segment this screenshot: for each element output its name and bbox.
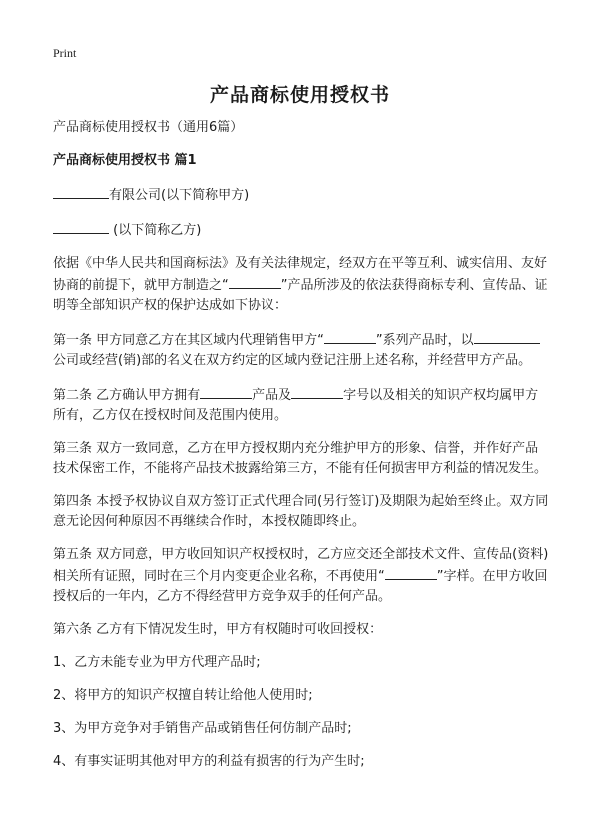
document-body [53, 118, 550, 785]
intro-text-1: 依据《中华人民共和国商标法》及有关法律规定，经双方在平等互利、诚实信用、友好协商的前提下，就甲方制造之“ [53, 256, 548, 293]
article-5-text-2: ”字样。在甲方收回授权后的一年内，乙方不得经营甲方竞争双手的任何产品。 [53, 569, 548, 604]
list-item: 1、乙方未能专业为甲方代理产品时; [53, 655, 261, 670]
print-label: Print [53, 46, 77, 60]
list-item: 4、有事实证明其他对甲方的利益有损害的行为产生时; [53, 754, 365, 769]
blank-line [53, 219, 109, 234]
party-a-text: 有限公司(以下简称甲方) [109, 188, 250, 203]
list-item: 2、将甲方的知识产权擅自转让给他人使用时; [53, 688, 313, 703]
article-2-text-3: 字号以及相关的知识产权均属甲方所有，乙方仅在授权时间及范围内使用。 [53, 388, 539, 423]
article-5 [53, 545, 550, 607]
article-4: 第四条 本授予权协议自双方签订正式代理合同(另行签订)及期限为起始至终止。双方同意无论因何种原因不再继续合作时，本授权随即终止。 [53, 494, 549, 529]
party-a-line [53, 184, 550, 206]
article-2 [53, 384, 550, 426]
blank-line [385, 565, 437, 580]
party-b-text: (以下简称乙方) [109, 223, 202, 238]
article-2-text-1: 第二条 乙方确认甲方拥有 [53, 388, 201, 403]
article-3: 第三条 双方一致同意，乙方在甲方授权期内充分维护甲方的形象、信誉，并作好产品技术保密工作，不能将产品技术披露给第三方，不能有任何损害甲方利益的情况发生。 [53, 441, 548, 476]
party-b-line [53, 219, 550, 241]
intro-text-2: ”产品所涉及的依法获得商标专利、宣传品、证明等全部知识产权的保护达成如下协议： [53, 278, 548, 313]
article-1-text-3: 公司或经营(销)部的名义在双方约定的区域内登记注册上述名称，并经营甲方产品。 [53, 353, 532, 368]
blank-line [229, 274, 281, 289]
article-6: 第六条 乙方有下情况发生时，甲方有权随时可收回授权： [53, 622, 383, 637]
article-5-text-1: 第五条 双方同意，甲方收回知识产权授权时，乙方应交还全部技术文件、宣传品(资料)相关所有证照，同时在三个月内变更企业名称，不再使用“ [53, 547, 549, 584]
blank-line [324, 329, 376, 344]
article-1-text-2: ”系列产品时，以 [375, 333, 474, 348]
blank-line [291, 384, 343, 399]
blank-line [53, 184, 109, 199]
article-2-text-2: 产品及 [252, 388, 292, 403]
section-title: 产品商标使用授权书 篇1 [53, 153, 197, 168]
blank-line [200, 384, 252, 399]
article-1-text-1: 第一条 甲方同意乙方在其区域内代理销售甲方“ [53, 333, 324, 348]
document-title: 产品商标使用授权书 [209, 84, 390, 106]
intro-paragraph [53, 254, 550, 316]
blank-line [474, 329, 540, 344]
list-item: 3、为甲方竞争对手销售产品或销售任何仿制产品时; [53, 721, 352, 736]
document-subtitle: 产品商标使用授权书（通用6篇） [53, 120, 244, 135]
article-1 [53, 329, 550, 371]
